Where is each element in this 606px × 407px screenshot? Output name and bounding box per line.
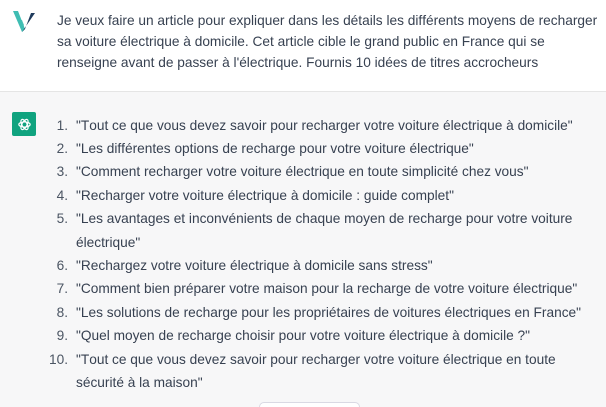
list-item-text: "Rechargez votre voiture électrique à domicile sans stress" <box>76 257 433 273</box>
user-avatar <box>11 8 37 34</box>
list-item-number: 7. <box>56 281 68 297</box>
list-item-text: "Comment bien préparer votre maison pour la recharge de votre voiture électrique" <box>76 281 578 297</box>
chatgpt-logo-icon <box>16 116 33 133</box>
list-item <box>40 137 594 160</box>
list-item <box>40 324 594 347</box>
list-item-text: "Recharger votre voiture électrique à domicile : guide complet" <box>76 187 454 203</box>
list-item-number: 5. <box>56 211 68 227</box>
list-item-number: 2. <box>56 140 68 156</box>
user-message <box>0 0 606 92</box>
list-item-text: "Les solutions de recharge pour les propriétaires de voitures électriques en France" <box>76 304 582 320</box>
list-item <box>40 301 594 324</box>
list-item <box>40 160 594 183</box>
list-item <box>40 114 594 137</box>
list-item-number: 3. <box>56 164 68 180</box>
list-item <box>40 254 594 277</box>
brand-logo-icon <box>11 8 37 34</box>
list-item-text: "Les avantages et inconvénients de chaque moyen de recharge pour votre voiture électrique" <box>76 211 573 250</box>
list-item <box>40 184 594 207</box>
list-item-number: 6. <box>56 257 68 273</box>
list-item <box>40 277 594 300</box>
list-item-number: 1. <box>56 117 68 133</box>
list-item-number: 8. <box>56 304 68 320</box>
user-message-text: Je veux faire un article pour expliquer dans les détails les différents moyens de recharger sa voiture électrique à domicile. Cet article cible le grand public en France qui se renseigne avant de passer à l'électrique. Fournis 10 idées de titres accrocheurs <box>57 13 598 70</box>
list-item-number: 4. <box>56 187 68 203</box>
list-item-number: 9. <box>56 328 68 344</box>
list-item-text: "Les différentes options de recharge pour votre voiture électrique" <box>76 140 474 156</box>
list-item <box>40 207 594 254</box>
list-item-text: "Tout ce que vous devez savoir pour recharger votre voiture électrique à domicile" <box>76 117 573 133</box>
list-item-text: "Quel moyen de recharge choisir pour votre voiture électrique à domicile ?" <box>76 328 531 344</box>
list-item-text: "Tout ce que vous devez savoir pour recharger votre voiture électrique en toute sécurité à la maison" <box>76 351 556 390</box>
assistant-avatar <box>12 112 36 136</box>
title-ideas-list <box>40 114 594 395</box>
list-item-number: 10. <box>48 351 68 367</box>
list-item-text: "Comment recharger votre voiture électrique en toute simplicité chez vous" <box>76 164 529 180</box>
assistant-message <box>0 92 606 407</box>
partial-bottom-button[interactable] <box>259 402 360 407</box>
list-item <box>40 348 594 395</box>
